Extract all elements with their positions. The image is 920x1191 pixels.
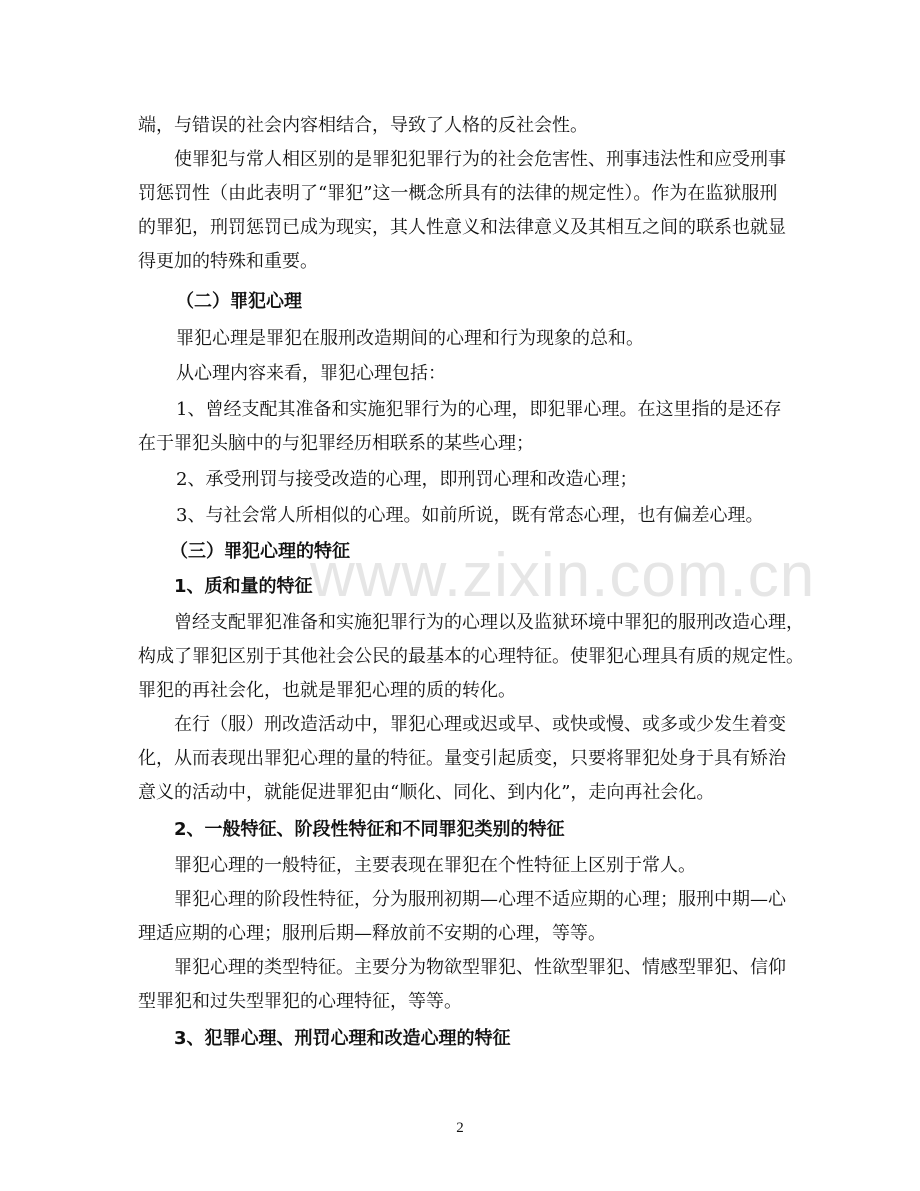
- list-item-continued: 在于罪犯头脑中的与犯罪经历相联系的某些心理；: [138, 433, 534, 454]
- body-line: 罪犯的再社会化，也就是罪犯心理的质的转化。: [138, 680, 516, 701]
- body-line: 化，从而表现出罪犯心理的量的特征。量变引起质变，只要将罪犯处身于具有矫治: [138, 748, 786, 769]
- list-item: 2、承受刑罚与接受改造的心理，即刑罚心理和改造心理；: [176, 469, 638, 490]
- body-line: 理适应期的心理；服刑后期—释放前不安期的心理，等等。: [138, 923, 606, 944]
- body-line: 罪犯心理是罪犯在服刑改造期间的心理和行为现象的总和。: [176, 328, 644, 349]
- body-line: 使罪犯与常人相区别的是罪犯犯罪行为的社会危害性、刑事违法性和应受刑事: [174, 149, 786, 170]
- watermark: www.zixin.com.cn: [310, 541, 816, 610]
- section-heading: （三）罪犯心理的特征: [170, 541, 350, 562]
- body-line: 罪犯心理的一般特征，主要表现在罪犯在个性特征上区别于常人。: [174, 855, 696, 876]
- body-line: 罪犯心理的类型特征。主要分为物欲型罪犯、性欲型罪犯、情感型罪犯、信仰: [174, 957, 786, 978]
- body-line: 从心理内容来看，罪犯心理包括：: [176, 363, 446, 384]
- subsection-heading: 1、质和量的特征: [174, 576, 313, 597]
- body-line: 构成了罪犯区别于其他社会公民的最基本的心理特征。使罪犯心理具有质的规定性。: [138, 646, 804, 667]
- list-item: 3、与社会常人所相似的心理。如前所说，既有常态心理，也有偏差心理。: [176, 505, 764, 526]
- body-line: 曾经支配罪犯准备和实施犯罪行为的心理以及监狱环境中罪犯的服刑改造心理，: [174, 612, 804, 633]
- list-item: 1、曾经支配其准备和实施犯罪行为的心理，即犯罪心理。在这里指的是还存: [176, 399, 782, 420]
- section-heading: （二）罪犯心理: [176, 291, 302, 312]
- subsection-heading: 2、一般特征、阶段性特征和不同罪犯类别的特征: [174, 819, 565, 840]
- body-line: 罪犯心理的阶段性特征，分为服刑初期—心理不适应期的心理；服刑中期—心: [174, 889, 786, 910]
- body-line: 得更加的特殊和重要。: [138, 251, 318, 272]
- body-line: 意义的活动中，就能促进罪犯由“顺化、同化、到内化”，走向再社会化。: [138, 782, 715, 803]
- body-line: 罚惩罚性（由此表明了“罪犯”这一概念所具有的法律的规定性）。作为在监狱服刑: [138, 183, 778, 204]
- page-number: 2: [456, 1120, 464, 1136]
- subsection-heading: 3、犯罪心理、刑罚心理和改造心理的特征: [174, 1028, 511, 1049]
- body-line: 在行（服）刑改造活动中，罪犯心理或迟或早、或快或慢、或多或少发生着变: [174, 714, 786, 735]
- body-line: 端，与错误的社会内容相结合，导致了人格的反社会性。: [138, 115, 588, 136]
- body-line: 型罪犯和过失型罪犯的心理特征，等等。: [138, 991, 462, 1012]
- body-line: 的罪犯，刑罚惩罚已成为现实，其人性意义和法律意义及其相互之间的联系也就显: [138, 217, 786, 238]
